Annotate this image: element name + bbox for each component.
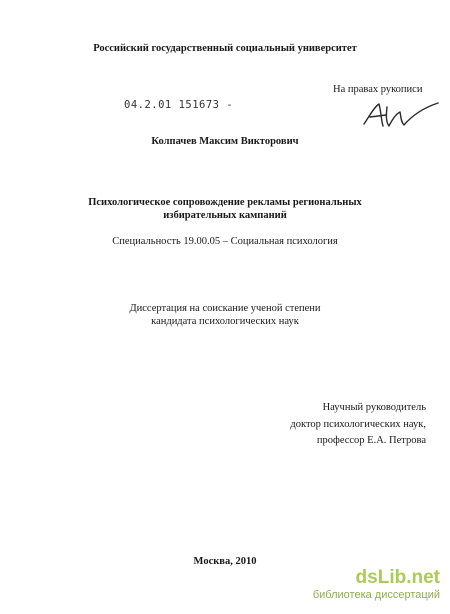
scientific-supervisor — [290, 400, 426, 450]
watermark-brand: dsLib.net — [355, 567, 440, 588]
degree-statement-line-1: Диссертация на соискание ученой степени — [129, 303, 321, 314]
thesis-title-line-2: избирательных кампаний — [163, 209, 287, 221]
supervisor-degree: доктор психологических наук, — [290, 418, 426, 430]
handwritten-signature — [360, 98, 442, 132]
specialty-code: Специальность 19.00.05 – Социальная психология — [112, 236, 338, 247]
manuscript-rights-note: На правах рукописи — [333, 84, 423, 95]
thesis-title-line-1: Психологическое сопровождение рекламы региональных — [88, 197, 362, 208]
author-name: Колпачев Максим Викторович — [151, 136, 299, 147]
supervisor-role: Научный руководитель — [322, 402, 426, 413]
library-catalog-stamp: 04.2.01 151673 - — [124, 99, 234, 111]
watermark-subtitle: библиотека диссертаций — [312, 589, 440, 601]
university-name: Российский государственный социальный университет — [93, 43, 357, 54]
dslib-watermark — [313, 567, 440, 602]
city-and-year: Москва, 2010 — [193, 556, 257, 567]
degree-statement — [0, 303, 450, 328]
degree-statement-line-2: кандидата психологических наук — [151, 315, 299, 327]
supervisor-name: профессор Е.А. Петрова — [316, 435, 426, 446]
thesis-title — [0, 197, 450, 222]
